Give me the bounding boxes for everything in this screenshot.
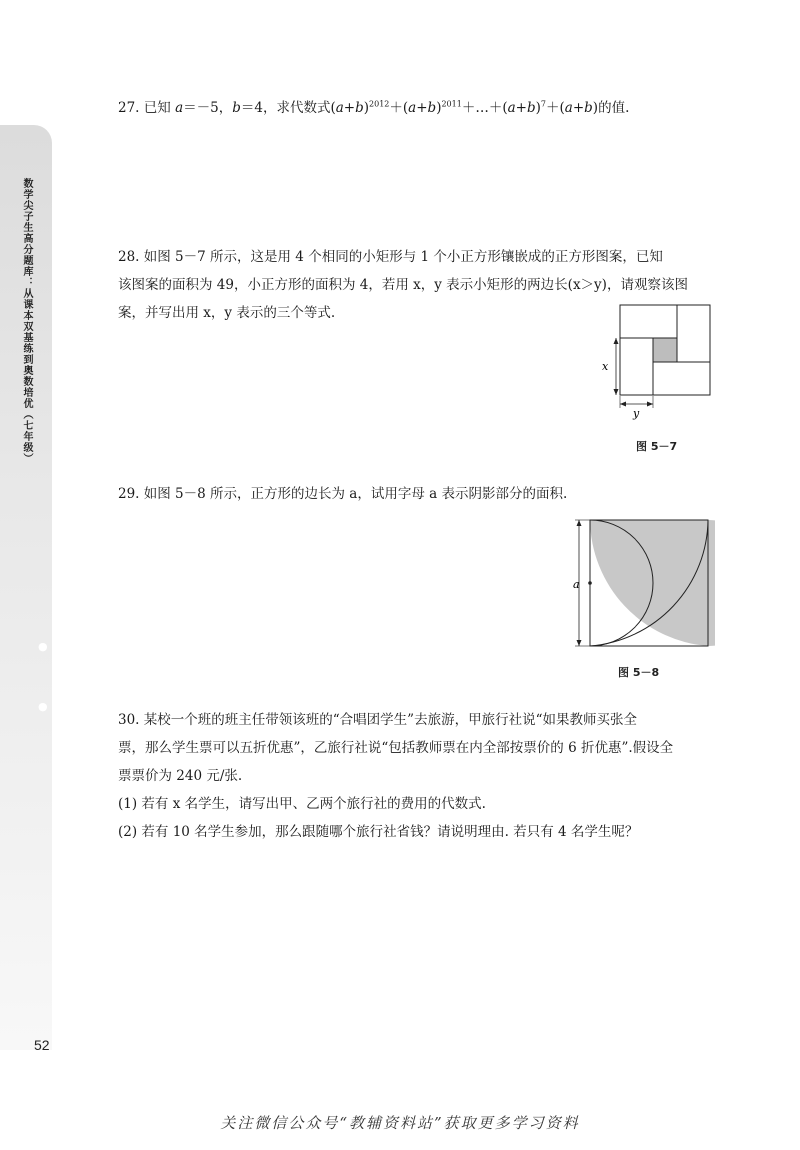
- p30-question-2: (2) 若有 10 名学生参加，那么跟随哪个旅行社省钱？请说明理由. 若只有 4 名学生呢？: [118, 824, 639, 840]
- book-title: 数学尖子生高分题库：从课本双基练到奥数培优（七年级）: [21, 178, 32, 464]
- p30-line: 票，那么学生票可以五折优惠”，乙旅行社说“包括教师票在内全部按票价的 6 折优惠”.假设全: [118, 740, 674, 756]
- center-point: [588, 581, 592, 585]
- p27-term: a+b: [408, 100, 437, 116]
- p27-term: a+b: [507, 100, 536, 116]
- p28-line: 案，并写出用 x，y 表示的三个等式.: [118, 305, 336, 321]
- p27-term: a+b: [564, 100, 593, 116]
- p27-plus: ＋(: [546, 100, 565, 116]
- figure-5-7-caption: 图 5－7: [636, 440, 678, 453]
- p28-line: 28. 如图 5－7 所示，这是用 4 个相同的小矩形与 1 个小正方形镶嵌成的正方形图案，已知: [118, 249, 663, 265]
- label-a: a: [573, 578, 580, 591]
- decorative-mark: ●: [38, 700, 48, 713]
- page-number: 52: [34, 1037, 50, 1053]
- p27-var-a: a: [175, 100, 184, 116]
- arrow-right-icon: [647, 402, 653, 407]
- p27-plus: ＋…＋(: [461, 100, 508, 116]
- arrow-down-icon: [614, 389, 619, 395]
- p29-text: 29. 如图 5－8 所示，正方形的边长为 a，试用字母 a 表示阴影部分的面积.: [118, 486, 568, 502]
- problem-30: [118, 706, 708, 846]
- footer-note: 关注微信公众号“教辅资料站”获取更多学习资料: [220, 1114, 580, 1132]
- p27-var-b: b: [232, 100, 241, 116]
- small-rectangle: [653, 362, 710, 395]
- p27-term: a+b: [335, 100, 364, 116]
- p30-question-1: (1) 若有 x 名学生，请写出甲、乙两个旅行社的费用的代数式.: [118, 796, 486, 812]
- p27-plus: ＋(: [389, 100, 409, 116]
- p27-prefix: 27. 已知: [118, 100, 176, 116]
- p27-exponent: 2011: [441, 99, 462, 109]
- p27-suffix: )的值.: [592, 100, 630, 116]
- small-rectangle: [677, 305, 710, 362]
- label-y: y: [633, 407, 640, 420]
- small-rectangle: [620, 305, 677, 338]
- p27-exponent: 2012: [369, 99, 390, 109]
- figure-5-8: [565, 512, 715, 652]
- arrow-left-icon: [620, 402, 626, 407]
- p27-b-value: ＝4，求代数式(: [240, 100, 336, 116]
- p28-line: 该图案的面积为 49，小正方形的面积为 4，若用 x，y 表示小矩形的两边长(x＞y)，请观察该图: [118, 277, 688, 293]
- label-x: x: [602, 360, 609, 373]
- problem-27: 27. 已知 a＝－5，b＝4，求代数式$(a+b)^{2012}+(a+b)^{2011}+\dots+(a+b)^7+(a+b)$的值.: [118, 99, 630, 116]
- arrow-down-icon: [577, 640, 582, 646]
- p27-exponent: 7: [540, 99, 546, 109]
- figure-5-7: [590, 300, 720, 425]
- p27-a-value: ＝－5，: [183, 100, 233, 116]
- problem-29: [118, 480, 708, 508]
- arrow-up-icon: [577, 520, 582, 526]
- p30-line: 30. 某校一个班的班主任带领该班的“合唱团学生”去旅游，甲旅行社说“如果教师买张全: [118, 712, 637, 728]
- small-square: [653, 338, 677, 362]
- decorative-mark: ●: [38, 640, 48, 653]
- small-rectangle: [620, 338, 653, 395]
- figure-5-8-caption: 图 5－8: [618, 666, 660, 679]
- arrow-up-icon: [614, 338, 619, 344]
- p30-line: 票票价为 240 元/张.: [118, 768, 243, 784]
